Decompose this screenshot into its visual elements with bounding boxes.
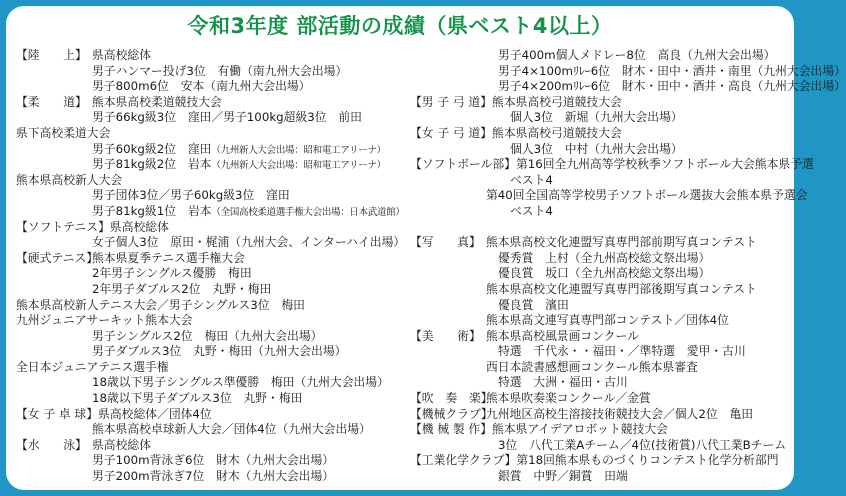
result-line bbox=[410, 298, 788, 314]
category-label: 【吹 奏 楽】 bbox=[410, 391, 493, 406]
result-text: 2年男子ダブルス2位 丸野・梅田 bbox=[92, 281, 272, 296]
result-text: 2年男子シングルス優勝 梅田 bbox=[92, 266, 252, 281]
result-note: （九州新人大会出場：昭和電工アリーナ） bbox=[211, 144, 386, 156]
result-text: 第18回熊本県ものづくりコンテスト化学分析部門 bbox=[516, 453, 779, 468]
result-line bbox=[410, 344, 788, 360]
result-text: 九州地区高校生溶接技術競技大会／個人2位 亀田 bbox=[486, 406, 754, 421]
result-text: 男子400m個人メドレー8位 高良（九州大会出場） bbox=[498, 48, 776, 62]
result-text: 男子66kg級3位 窪田／男子100kg超級3位 前田 bbox=[92, 110, 362, 125]
result-text: 県下高校柔道大会 bbox=[16, 125, 111, 140]
result-text: ベスト4 bbox=[510, 172, 553, 187]
result-line bbox=[410, 360, 788, 376]
result-line bbox=[16, 110, 396, 126]
result-text: 3位 八代工業Aチーム／4位(技術賞)八代工業Bチーム bbox=[498, 437, 787, 452]
category-label: 【柔 道】 bbox=[16, 94, 87, 109]
result-line bbox=[410, 204, 788, 220]
result-note: （全国高校柔道選手権大会出場：日本武道館） bbox=[211, 206, 405, 218]
result-line bbox=[16, 79, 396, 95]
result-line bbox=[410, 453, 788, 469]
result-text: 男子4×200mﾘﾚｰ6位 財木・田中・酒井・高良（九州大会出場） bbox=[498, 79, 846, 94]
result-line bbox=[16, 203, 405, 220]
result-text: 熊本県高校文化連盟写真専門部後期写真コンテスト bbox=[486, 281, 757, 296]
result-line bbox=[16, 266, 396, 282]
result-line bbox=[16, 469, 396, 485]
result-line bbox=[410, 79, 846, 95]
result-text: 男子ダブルス3位 丸野・梅田（九州大会出場） bbox=[92, 344, 347, 359]
result-text: 全日本ジュニアテニス選手権 bbox=[16, 359, 169, 374]
result-line bbox=[410, 95, 788, 111]
result-text: 個人3位 中村（九州大会出場） bbox=[510, 141, 683, 156]
result-line bbox=[410, 422, 788, 438]
result-line bbox=[16, 126, 396, 142]
result-text: 銀賞 中野／銅賞 田端 bbox=[498, 469, 628, 484]
category-label: 【美 術】 bbox=[410, 328, 481, 343]
result-text: 県高校総体 bbox=[92, 437, 151, 452]
result-text: 男子200m背泳ぎ7位 財木（九州大会出場） bbox=[92, 469, 335, 484]
page-title: 令和3年度 部活動の成績（県ベスト4以上） bbox=[187, 14, 613, 38]
result-line bbox=[410, 220, 788, 236]
result-line bbox=[16, 235, 406, 251]
result-text: 18歳以下男子シングルス準優勝 梅田（九州大会出場） bbox=[92, 375, 389, 390]
result-line bbox=[410, 235, 788, 251]
result-line bbox=[16, 142, 396, 158]
category-label: 【ソフトボール部】 bbox=[410, 157, 516, 172]
category-label: 【機械クラブ】 bbox=[410, 406, 493, 421]
result-text: 男子81kg級1位 岩本 bbox=[92, 203, 212, 218]
result-text: 男子81kg級2位 岩本 bbox=[92, 157, 212, 172]
category-label: 【写 真】 bbox=[410, 235, 481, 250]
result-line bbox=[16, 375, 396, 391]
result-line bbox=[410, 375, 788, 391]
result-line bbox=[410, 48, 788, 64]
result-line bbox=[410, 126, 788, 142]
result-line bbox=[16, 282, 396, 298]
result-text: 優良賞 濱田 bbox=[498, 297, 569, 312]
result-line bbox=[410, 266, 788, 282]
result-line bbox=[410, 438, 788, 454]
result-text: 熊本県高校新人大会 bbox=[16, 172, 123, 187]
result-line bbox=[410, 469, 788, 485]
category-label: 【ソフトテニス】 bbox=[16, 219, 110, 234]
result-text: 熊本県高校風景画コンクール bbox=[486, 328, 639, 343]
result-text: 第40回全国高等学校男子ソフトボール選抜大会熊本県予選会 bbox=[486, 188, 808, 203]
result-text: 熊本県高文連写真専門部コンテスト／団体4位 bbox=[486, 313, 729, 328]
result-text: 個人3位 新堀（九州大会出場） bbox=[510, 110, 683, 125]
result-text: 県高校総体 bbox=[92, 48, 151, 62]
result-line bbox=[16, 48, 396, 64]
result-text: ベスト4 bbox=[510, 203, 553, 218]
result-line bbox=[16, 407, 396, 423]
result-line bbox=[410, 313, 788, 329]
result-text: 第16回全九州高等学校秋季ソフトボール大会熊本県予選 bbox=[515, 157, 814, 172]
result-line bbox=[410, 329, 788, 345]
result-text: 18歳以下男子ダブルス3位 丸野・梅田 bbox=[92, 391, 303, 406]
category-label: 【硬式テニス】 bbox=[16, 250, 99, 265]
result-text: 熊本県夏季テニス選手権大会 bbox=[92, 250, 245, 265]
result-line bbox=[410, 391, 788, 407]
result-line bbox=[16, 391, 396, 407]
result-line bbox=[410, 157, 814, 173]
left-column bbox=[16, 48, 406, 485]
result-text: 熊本県アイデアロボット競技大会 bbox=[492, 422, 668, 437]
result-text: 九州ジュニアサーキット熊本大会 bbox=[16, 313, 193, 328]
result-text: 熊本県高校文化連盟写真専門部前期写真コンテスト bbox=[486, 235, 757, 250]
result-line bbox=[16, 95, 396, 111]
category-label: 【陸 上】 bbox=[16, 48, 87, 62]
result-text: 男子ハンマー投げ3位 有働（南九州大会出場） bbox=[92, 63, 348, 78]
result-text: 熊本県高校卓球新人大会／団体4位（九州大会出場） bbox=[92, 422, 371, 437]
result-line bbox=[16, 313, 396, 329]
result-line bbox=[16, 329, 396, 345]
result-text: 男子100m背泳ぎ6位 財木（九州大会出場） bbox=[92, 453, 335, 468]
category-label: 【女 子 弓 道】 bbox=[410, 125, 493, 140]
result-text: 特選 大洲・福田・古川 bbox=[498, 375, 628, 390]
result-line bbox=[410, 110, 788, 126]
result-text: 女子個人3位 原田・梶浦（九州大会、インターハイ出場） bbox=[92, 235, 406, 250]
category-label: 【機 械 製 作】 bbox=[410, 422, 493, 437]
result-text: 男子4×100mﾘﾚｰ6位 財木・田中・酒井・南里（九州大会出場） bbox=[498, 63, 846, 78]
result-line bbox=[16, 220, 396, 236]
result-line bbox=[410, 173, 788, 189]
result-text: 西日本読書感想画コンクール熊本県審査 bbox=[486, 359, 698, 374]
result-line bbox=[16, 298, 396, 314]
result-line bbox=[16, 344, 396, 360]
result-text: 男子800m6位 安本（南九州大会出場） bbox=[92, 79, 311, 94]
result-line bbox=[16, 360, 396, 376]
result-line bbox=[410, 407, 788, 423]
result-line bbox=[410, 282, 788, 298]
result-line bbox=[410, 63, 846, 80]
result-text: 特選 千代永・・福田・／準特選 愛甲・古川 bbox=[498, 344, 746, 359]
category-label: 【工業化学クラブ】 bbox=[410, 453, 517, 468]
result-line bbox=[16, 422, 396, 438]
result-line bbox=[16, 64, 396, 80]
result-text: 熊本県高校新人テニス大会／男子シングルス3位 梅田 bbox=[16, 297, 305, 312]
result-text: 優良賞 坂口（全九州高校総文祭出場） bbox=[498, 266, 711, 281]
result-text: 優秀賞 上村（全九州高校総文祭出場） bbox=[498, 250, 711, 265]
result-line bbox=[410, 251, 788, 267]
category-label: 【水 泳】 bbox=[16, 437, 87, 452]
result-text: 県高校総体 bbox=[109, 219, 169, 234]
result-text: 熊本県吹奏楽コンクール／金賞 bbox=[486, 391, 651, 406]
category-label: 【男 子 弓 道】 bbox=[410, 94, 493, 109]
result-text: 熊本県高校弓道競技大会 bbox=[492, 94, 622, 109]
result-line bbox=[16, 173, 396, 189]
result-line bbox=[16, 157, 396, 173]
result-line bbox=[410, 142, 788, 158]
result-text: 男子団体3位／男子60kg級3位 窪田 bbox=[92, 188, 290, 203]
right-column bbox=[410, 48, 846, 485]
result-text: 男子60kg級2位 窪田 bbox=[92, 141, 212, 156]
result-text: 熊本県高校柔道競技大会 bbox=[92, 94, 222, 109]
result-line bbox=[16, 453, 396, 469]
result-text: 男子シングルス2位 梅田（九州大会出場） bbox=[92, 328, 323, 343]
result-line bbox=[16, 438, 396, 454]
result-text: 熊本県高校弓道競技大会 bbox=[492, 125, 622, 140]
result-line bbox=[410, 188, 808, 204]
category-label: 【女 子 卓 球】 bbox=[16, 406, 99, 421]
result-note: （九州新人大会出場：昭和電工アリーナ） bbox=[211, 160, 386, 172]
result-line bbox=[16, 251, 396, 267]
result-line bbox=[16, 188, 396, 204]
result-text: 県高校総体／団体4位 bbox=[98, 406, 212, 421]
